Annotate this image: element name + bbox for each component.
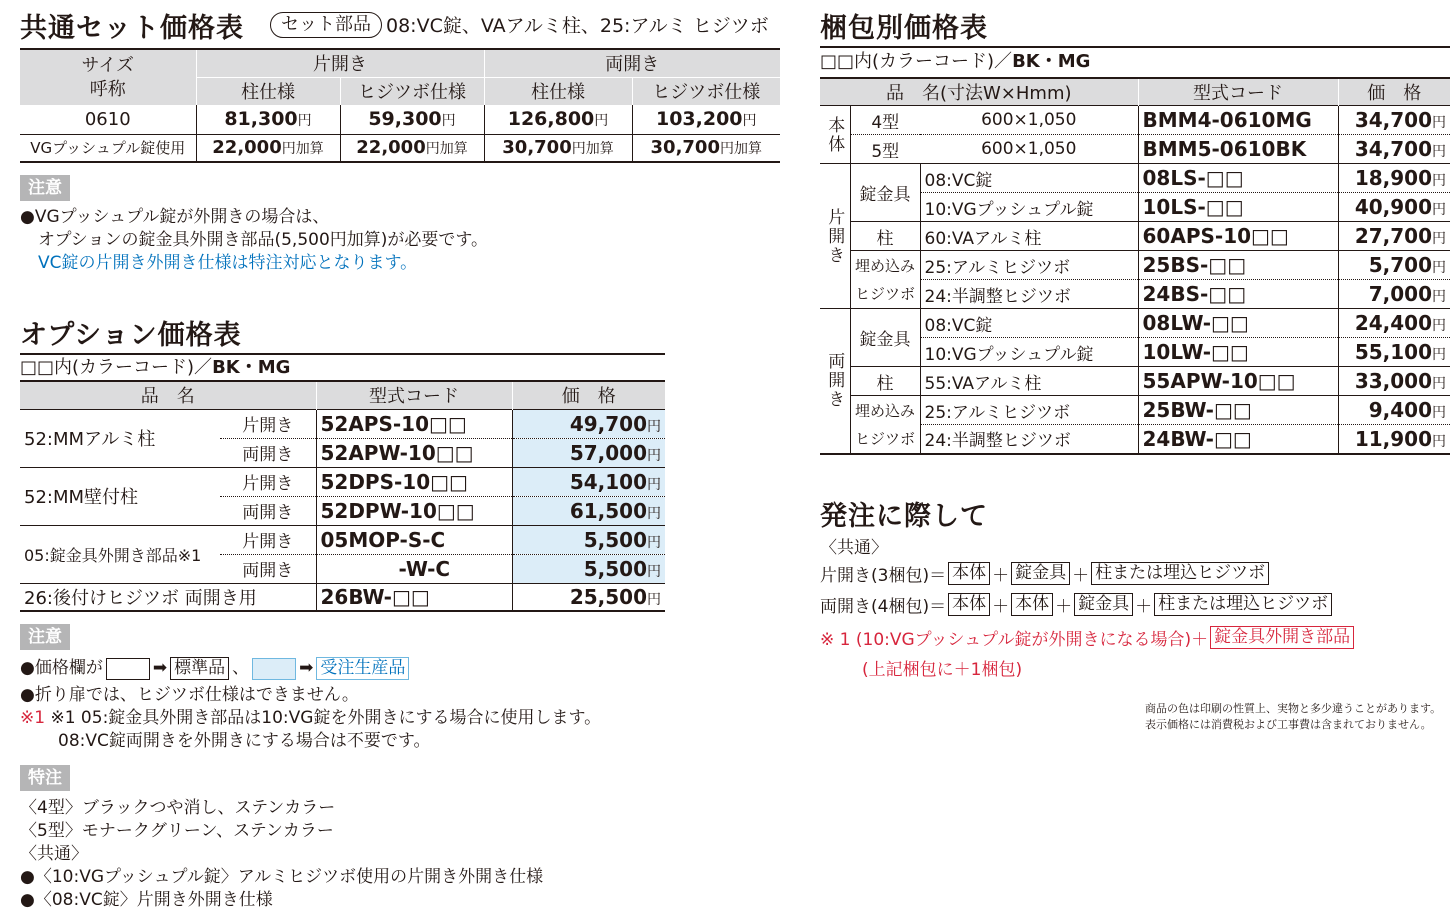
made-to-order-label: 受注生産品 (316, 657, 409, 680)
package-cat: 錠金具 (850, 309, 920, 367)
package-code: 25BS-□□ (1138, 251, 1338, 280)
table-row (820, 396, 1450, 425)
option-type: 片開き (220, 525, 316, 554)
legend-prefix: ●価格欄が (20, 658, 103, 678)
package-code: 60APS-10□□ (1138, 222, 1338, 251)
package-code: BMM4-0610MG (1138, 106, 1338, 135)
price-cell: 81,300円 (196, 105, 340, 134)
price-cell: 30,700円加算 (650, 137, 762, 159)
package-desc: 08:VC錠 (920, 309, 1138, 338)
package-code: 10LS-□□ (1138, 193, 1338, 222)
kata-hashira-header: 柱仕様 (196, 77, 340, 105)
package-price: 55,100円 (1338, 338, 1450, 367)
price-cell: 103,200円 (655, 108, 757, 131)
set-parts-line (270, 11, 769, 38)
package-desc: 10:VGプッシュプル錠 (924, 199, 1094, 220)
option-price: 57,000円 (512, 438, 665, 467)
package-cat: 埋め込み (850, 251, 920, 280)
package-price-header: 価 格 (1367, 83, 1422, 104)
price-cell: 22,000円加算 (196, 134, 340, 162)
package-price: 40,900円 (1338, 193, 1450, 222)
option-name-header: 品 名 (20, 381, 316, 409)
option-item-name: 26:後付けヒジツボ 両開き用 (24, 587, 257, 609)
package-price: 11,900円 (1338, 425, 1450, 454)
package-code: 25BW-□□ (1138, 396, 1338, 425)
table-row (820, 251, 1450, 280)
package-desc: 55:VAアルミ柱 (924, 373, 1042, 394)
package-price: 9,400円 (1338, 396, 1450, 425)
package-code: 24BS-□□ (1138, 280, 1338, 309)
group-ryo-label: 両開き (820, 309, 850, 454)
table-row (20, 105, 780, 134)
order-line-kata: 片開き(3梱包)＝ 本体 ＋ 錠金具 ＋ 柱または埋込ヒジツボ (820, 561, 1269, 586)
package-price: 18,900円 (1338, 164, 1450, 193)
package-code: 10LW-□□ (1138, 338, 1338, 367)
common-note-2: オプションの錠金具外開き部品(5,500円加算)が必要です。 (38, 230, 489, 250)
option-code-header: 型式コード (316, 381, 512, 409)
standard-label: 標準品 (170, 657, 229, 680)
option-code: -W-C (316, 554, 512, 583)
disclaimer-color: 商品の色は印刷の性質上、実物と多少違うことがあります。 (1145, 702, 1442, 715)
package-code: BMM5-0610BK (1138, 135, 1338, 164)
table-row (20, 525, 665, 554)
order-note: ※ 1 (10:VGプッシュプル錠が外開きになる場合)＋ 錠金具外開き部品 (820, 625, 1354, 650)
table-row (820, 309, 1450, 338)
option-code: 52DPS-10□□ (316, 467, 512, 496)
package-desc: 25:アルミヒジツボ (920, 251, 1138, 280)
option-color-note: □□内(カラーコード)／BK・MG (20, 353, 665, 381)
set-parts-label: セット部品 (270, 12, 382, 38)
package-sub: 4型 (850, 106, 920, 135)
package-cat: 柱 (850, 367, 920, 396)
row-label: 0610 (20, 105, 196, 134)
package-sub: 5型 (871, 141, 900, 162)
special-note: 〈共通〉 (20, 844, 88, 864)
option-type: 片開き (220, 467, 316, 496)
package-desc: 60:VAアルミ柱 (924, 228, 1042, 249)
option-note-2: ※1 ※1 05:錠金具外開き部品は10:VG錠を外開きにする場合に使用します。 (20, 708, 602, 728)
package-desc: 24:半調整ヒジツボ (924, 286, 1071, 307)
katabiraki-header: 片開き (196, 49, 484, 77)
legend-line: ●価格欄が ➡ 標準品 、 ➡ 受注生産品 (20, 657, 409, 680)
option-item-name: 52:MM壁付柱 (24, 487, 139, 508)
common-note-1: ●VGプッシュプル錠が外開きの場合は、 (20, 207, 330, 227)
option-price-header: 価 格 (561, 386, 616, 408)
table-row (820, 135, 1450, 164)
made-to-order-swatch (252, 658, 296, 680)
row-label: VGプッシュプル錠使用 (20, 134, 196, 162)
package-price: 24,400円 (1338, 309, 1450, 338)
common-title: 共通セット価格表 (20, 13, 244, 44)
table-row (820, 164, 1450, 193)
special-note: ●〈10:VGプッシュプル錠〉アルミヒジツボ使用の片開き外開き仕様 (20, 867, 544, 887)
option-note-1: ●折り扉では、ヒジツボ仕様はできません。 (20, 685, 359, 705)
option-type: 両開き (242, 561, 294, 581)
order-line-ryo: 両開き(4梱包)＝ 本体 ＋ 本体 ＋ 錠金具 ＋ 柱または埋込ヒジツボ (820, 592, 1332, 617)
package-name-header: 品 名(寸法W×Hmm) (820, 78, 1138, 106)
option-type: 両開き (242, 503, 294, 523)
caution-badge-2: 注意 (20, 624, 70, 650)
package-code: 08LS-□□ (1138, 164, 1338, 193)
package-desc: 08:VC錠 (920, 164, 1138, 193)
package-code: 55APW-10□□ (1138, 367, 1338, 396)
option-price-table (20, 380, 665, 612)
option-code: 05MOP-S-C (316, 525, 512, 554)
table-row (820, 106, 1450, 135)
table-row (820, 425, 1450, 454)
option-code: 52DPW-10□□ (316, 496, 512, 525)
option-code: 26BW-□□ (316, 583, 512, 611)
special-note: ●〈08:VC錠〉片開き外開き仕様 (20, 890, 273, 910)
package-price: 34,700円 (1338, 106, 1450, 135)
option-price: 5,500円 (512, 554, 665, 583)
table-row (820, 280, 1450, 309)
package-price: 7,000円 (1338, 280, 1450, 309)
special-note: 〈4型〉ブラックつや消し、ステンカラー (20, 798, 336, 818)
option-note-3: 08:VC錠両開きを外開きにする場合は不要です。 (58, 731, 431, 751)
option-price: 54,100円 (512, 467, 665, 496)
package-title: 梱包別価格表 (820, 13, 988, 44)
package-desc: 24:半調整ヒジツボ (924, 431, 1071, 452)
package-cat: 埋め込み (850, 396, 920, 425)
package-price: 27,700円 (1338, 222, 1450, 251)
common-price-table (20, 48, 780, 163)
ryo-hijitsubo-header: ヒジツボ仕様 (652, 82, 761, 104)
special-note: 〈5型〉モナークグリーン、ステンカラー (20, 821, 334, 841)
package-price: 33,000円 (1338, 367, 1450, 396)
arrow-icon: ➡ (152, 658, 168, 678)
package-desc: 25:アルミヒジツボ (920, 396, 1138, 425)
option-price: 25,500円 (512, 583, 665, 611)
order-common-label: 〈共通〉 (820, 538, 888, 558)
price-cell: 22,000円加算 (340, 134, 484, 162)
ryobiraki-header: 両開き (484, 49, 780, 77)
package-desc: 600×1,050 (920, 106, 1138, 135)
caution-badge: 注意 (20, 175, 70, 201)
package-code: 24BW-□□ (1138, 425, 1338, 454)
table-row (820, 367, 1450, 396)
price-cell: 59,300円 (340, 105, 484, 134)
package-cat: 錠金具 (850, 164, 920, 222)
package-cat: ヒジツボ (850, 425, 920, 454)
set-parts-note: 08:VC錠、VAアルミ柱、25:アルミ ヒジツボ (386, 15, 769, 37)
kata-hijitsubo-header: ヒジツボ仕様 (340, 77, 484, 105)
order-note-sub: (上記梱包に＋1梱包) (862, 660, 1023, 680)
package-price: 34,700円 (1338, 135, 1450, 164)
package-desc: 600×1,050 (981, 139, 1077, 159)
disclaimer-tax: 表示価格には消費税および工事費は含まれておりません。 (1145, 718, 1432, 731)
table-row (20, 467, 665, 496)
table-row (20, 134, 780, 162)
arrow-icon: ➡ (299, 658, 314, 678)
group-kata-label: 片開き (820, 164, 850, 309)
package-cat: 柱 (850, 222, 920, 251)
package-code-header: 型式コード (1138, 78, 1338, 106)
order-title: 発注に際して (820, 501, 988, 532)
option-item-name: 05:錠金具外開き部品※1 (24, 545, 202, 565)
option-type: 片開き (220, 409, 316, 438)
ryo-hashira-header: 柱仕様 (484, 77, 632, 105)
group-body-label: 本体 (820, 106, 850, 164)
table-row (820, 222, 1450, 251)
option-type: 両開き (242, 445, 294, 465)
package-cat: ヒジツボ (850, 280, 920, 309)
price-cell: 30,700円加算 (484, 134, 632, 162)
price-cell: 126,800円 (484, 105, 632, 134)
package-price-table (820, 77, 1450, 455)
option-price: 5,500円 (512, 525, 665, 554)
table-row (20, 583, 665, 611)
standard-swatch (106, 658, 150, 680)
package-desc: 10:VGプッシュプル錠 (924, 344, 1094, 365)
size-header: サイズ 呼称 (20, 49, 196, 105)
option-price: 61,500円 (512, 496, 665, 525)
common-note-3: VC錠の片開き外開き仕様は特注対応となります。 (38, 253, 418, 273)
package-color-note: □□内(カラーコード)／BK・MG (820, 46, 1450, 76)
option-item-name: 52:MMアルミ柱 (24, 429, 156, 450)
option-price: 49,700円 (512, 409, 665, 438)
package-code: 08LW-□□ (1138, 309, 1338, 338)
option-code: 52APS-10□□ (316, 409, 512, 438)
option-title: オプション価格表 (20, 320, 242, 351)
option-code: 52APW-10□□ (316, 438, 512, 467)
special-order-badge: 特注 (20, 765, 70, 791)
package-price: 5,700円 (1338, 251, 1450, 280)
table-row (20, 409, 665, 438)
